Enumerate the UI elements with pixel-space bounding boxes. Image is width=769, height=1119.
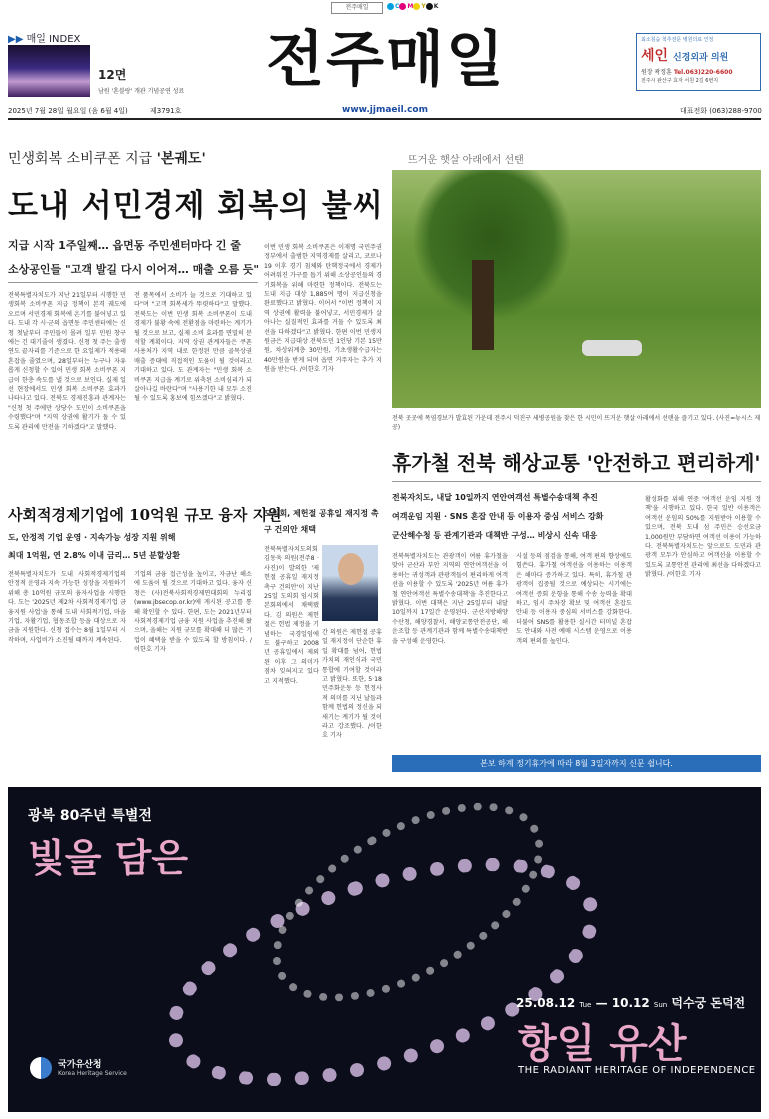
- story4-col2: 간 의원은 제헌절 공휴일 재지정이 단순한 휴일 확대를 넘어, 헌법 가치의 재인식과 국민 통합에 기여할 것이라고 밝혔다. 또한, 5·18 민주화운동 등 헌정사적 의미를 지닌 날들과 함께 헌법의 정신을 되새기는 계기가 될 것이라고 강조했다. /이한호 기자: [322, 629, 382, 740]
- poster-t2: 빛을 담은: [28, 836, 189, 880]
- lead-col1: 전북특별자치도가 지난 21일부터 시행한 민생회복 소비쿠폰 지급 정책이 본격 궤도에 오르며 서민경제 회복에 온기를 불어넣고 있다. 도내 각 시·군의 읍면동 주민센터에는 신청 첫날부터 주민들이 몰려 일부 민원 창구에는 긴 대기줄이 생겼다. 신청 첫 주는 출생연도 끝자리를 기준으로 한 요일제가 적용돼 혼잡을 줄였으며, 28일부터는 누구나 자유롭게 신청할 수 있어 민생 회복 소비쿠폰 지급이 한층 속도를 낼 것으로 보인다. 실제 일선 현장에서도 민생 회복 소비쿠폰 효과가 나타나고 있다. 전북도 경제진흥과 관계자는 "신청 첫 주에만 상당수 도민이 소비쿠폰을 수령했다"며 "지역 상권에 활기가 돌 수 있도록 관리에 만전을 기하겠다"고 말했다.: [8, 292, 126, 431]
- lead-sub2: 소상공인들 "고객 발길 다시 이어져… 매출 오름 듯": [8, 263, 260, 276]
- divider: [392, 481, 761, 482]
- dateline-phone: 대표전화 (063)288-9700: [680, 107, 762, 115]
- heritage-logo-icon: [30, 1057, 52, 1079]
- lead-headline: 도내 서민경제 회복의 불씨: [8, 188, 384, 224]
- dateline-issue: 제3791호: [150, 107, 182, 115]
- clinic-ad: 최소침습 척추전문 병원의료 인정 세인 신경외과 의원 원장 곽정훈 Tel.063)220-6600 전주시 완산구 효자 서원 2길 6번지: [636, 33, 761, 91]
- sunbathing-photo: [392, 170, 761, 408]
- poster-org: 국가유산청: [58, 1060, 102, 1070]
- poster-date: 25.08.12 Tue — 10.12 Sun 덕수궁 돈덕전: [516, 996, 746, 1010]
- story3-headline: 사회적경제기업에 10억원 규모 융자 지원: [8, 506, 282, 524]
- story4-headline: 도의회, 제헌절 공휴일 재지정 촉구 건의안 채택: [264, 509, 379, 534]
- story2-sub2: 여객운임 지원 · SNS 혼잡 안내 등 이용자 중심 서비스 강화: [392, 512, 604, 521]
- holiday-banner: 본보 하계 정기휴가에 따라 8월 3일자까지 신문 쉽니다.: [392, 755, 761, 772]
- story3-sub2: 최대 1억원, 연 2.8% 이내 금리… 5년 분할상환: [8, 551, 181, 560]
- story2-headline: 휴가철 전북 해상교통 '안전하고 편리하게': [392, 451, 761, 475]
- story2-col1: 전북특별자치도는 관광객이 여름 휴가철을 맞아 군산과 부안 지역의 연안여객선을 이용하는 귀성객과 관광객들이 편리하게 여객선을 이용할 수 있도록 '2025년 여름 휴가철 연안여객선 특별수송대책'을 추진한다고 밝혔다. 이번 대책은 지난 25일부터 내달 10일까지 17일간 운영된다. 군산지방해양수산청, 해양경찰서, 해양교통안전공단, 해운조합 등 관계기관과 함께 특별수송대책반을 구성해 운영한다.: [392, 553, 508, 645]
- story2-col3: 활성화를 위해 연중 '여객선 운임 지원 정책'을 시행하고 있다. 한국 일반 이용객은 여객선 운임의 50%를 지원받아 이용할 수 있으며, 전북 도내 섬 주민은 승선요금 1,000원만 부담하면 여객선 이용이 가능하다. 전북특별자치도는 앞으로도 도민과 관광객 모두가 안심하고 여객선을 이용할 수 있도록 교통안전 관리에 최선을 다하겠다고 밝혔다. /이한호 기자: [645, 496, 761, 579]
- index-desc: 남원 '혼블랑' 개관 기념공연 성료: [98, 88, 185, 95]
- story3-col2: 기업의 금융 접근성을 높이고, 자금난 해소에 도움이 될 것으로 기대하고 있다. 융자 신청은 (사)전북사회적경제연대회의 누리집(www.jbsecop.or.kr)에 게시된 공고를 통해 확인할 수 있다. 한편, 도는 2021년부터 사회적경제기업 금융 지원 사업을 추진해 왔으며, 올해는 지원 규모를 확대해 더 많은 기업이 혜택을 받을 수 있도록 할 방침이다. /이한호 기자: [134, 571, 252, 654]
- cmyk-marks: C M Y K: [387, 3, 438, 10]
- poster-org-en: Korea Heritage Service: [58, 1070, 127, 1077]
- trunk-shape: [472, 260, 494, 350]
- dateline-date: 2025년 7월 28일 월요일 (음 6월 4일): [8, 107, 128, 115]
- lead-col2: 전 품목에서 소비가 늘 것으로 기대하고 있다"며 "고객 회복세가 뚜렷하다"고 말했다. 전북도는 이번 민생 회복 소비쿠폰이 도내 경제가 불황 속에 전환점을 마련하는 계기가 될 것으로 보고, 실제 소비 효과를 면밀히 분석할 계획이다. 지역 상권 관계자들은 쿠폰 사용처가 지역 내로 한정된 만큼 골목상권 매출 증대에 직접적인 도움이 될 것이라고 기대하고 있다. 도 관계자는 "민생 회복 소비쿠폰 지급을 계기로 위축된 소비심리가 되살아나길 바란다"며 "사용기한 내 모두 소진될 수 있도록 홍보에 힘쓰겠다"고 밝혔다.: [134, 292, 252, 403]
- face-shape: [338, 553, 364, 585]
- edition-box: 전주매일: [331, 2, 383, 14]
- story3-sub1: 도, 안정적 기업 운영 · 지속가능 성장 지원 위해: [8, 533, 176, 542]
- photo-title: 뜨거운 햇살 아래에서 선탠: [408, 155, 524, 166]
- arrow-icon: ▶▶: [8, 34, 24, 45]
- masthead-rule: [8, 118, 761, 120]
- exhibition-poster: [8, 787, 761, 1112]
- poster-t4: THE RADIANT HERITAGE OF INDEPENDENCE: [518, 1065, 756, 1076]
- photo-caption: 전북 곳곳에 폭염경보가 발효된 가운데 전주시 덕진구 세병공원을 찾은 한 시민이 뜨거운 햇살 아래에서 선탠을 즐기고 있다. (사진=뉴시스 제공): [392, 415, 761, 431]
- lead-kicker: 민생회복 소비쿠폰 지급 '본궤도': [8, 151, 206, 167]
- story2-sub1: 전북자치도, 내달 10일까지 연안여객선 특별수송대책 추진: [392, 493, 598, 502]
- story2-col2: 시설 등의 점검을 통해, 여객 편의 향상에도 힘쓴다. 휴가철 여객선을 이용하는 이용객은 해마다 증가하고 있다. 특히, 휴가철 관광객이 집중될 것으로 예상되는 시기에는 여객선 증회 운항을 통해 수송 능력을 확대하고, 임시 주차장 확보 및 여객선 혼잡도 안내 등 이용자 중심의 서비스를 강화한다. 더불어 SNS를 활용한 실시간 터미널 혼잡도 안내와 사전 예매 시스템 운영으로 이용객의 편의를 높인다.: [516, 553, 632, 645]
- index-photo: [8, 45, 90, 97]
- lead-col3: 이번 민생 회복 소비쿠폰은 이재명 국민주권 정부에서 출범한 지역경제를 살리고, 코로나19 이후 경기 침체와 탄핵정국에서 경제가 어려워진 가구를 돕기 위해 소상공인들의 경기회복을 위해 마련한 정책이다. 전북도는 도내 지급 대상 1,885여 명이 지급신청을 완료했다고 밝혔다. 이어서 "이번 정책이 지역 상권에 활력을 불어넣고, 서민경제가 살아나는 실질적인 효과를 거둘 수 있도록 최선을 다하겠다"고 밝혔다. 한편 이번 민생지원금은 지급대상 전북도민 1인당 기본 15만원, 차상위계층 30만원, 기초생활수급자는 40만원을 받게 되며 읍면 거주자는 추가 지원을 받는다. /이한호 기자: [264, 244, 382, 374]
- divider: [8, 282, 258, 283]
- index-page: 12면: [98, 68, 127, 82]
- person-shape: [582, 340, 642, 356]
- poster-t3: 항일 유산: [518, 1021, 687, 1067]
- story4-col1: 전북특별자치도의회 김동욱 의원(전주8 · 사진)이 발의한 '제헌절 공휴일 재지정 촉구 건의안'이 지난 25일 도의회 임시회 본회의에서 채택됐다. 김 의원은 제헌절은 헌법 제정을 기념하는 국경일임에도 불구하고 2008년 공휴일에서 제외된 이후 그 의미가 점차 잊혀지고 있다고 지적했다.: [264, 546, 319, 685]
- story3-col1: 전북특별자치도가 도내 사회적경제기업의 안정적 운영과 지속 가능한 성장을 지원하기 위해 총 10억원 규모의 융자사업을 시행한다. 도는 '2025년 제2차 사회적경제기업 금융지원 사업'을 통해 도내 사회적기업, 마을기업, 자활기업, 협동조합 등을 대상으로 자금을 지원한다. 신청 접수는 8월 1일부터 시작하며, 사업비가 소진될 때까지 계속된다.: [8, 571, 126, 644]
- lead-sub1: 지급 시작 1주일째… 읍면동 주민센터마다 긴 줄: [8, 239, 241, 252]
- masthead-title: 전주매일: [266, 25, 506, 95]
- poster-t1: 광복 80주년 특별전: [28, 808, 152, 824]
- index-label: ▶▶ 매일 INDEX: [8, 34, 81, 45]
- story2-sub3: 군산해수청 등 관계기관과 대책반 구성… 비상시 신속 대응: [392, 531, 598, 540]
- site-url[interactable]: www.jjmaeil.com: [342, 105, 428, 115]
